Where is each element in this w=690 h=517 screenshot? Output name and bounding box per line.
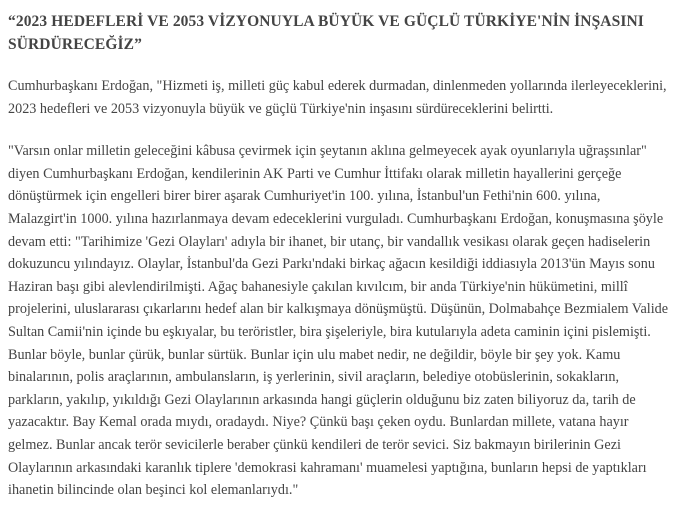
article-paragraph: Cumhurbaşkanı Erdoğan, "Hizmeti iş, milleti güç kabul ederek durmadan, dinlenmeden yollarında ilerleyeceklerini, 2023 hedefleri ve 2053 vizyonuyla büyük ve güçlü Türkiye'nin inşasını sürdüreceklerini belirtti. — [8, 78, 667, 117]
article — [8, 10, 672, 502]
article-headline: “2023 HEDEFLERİ VE 2053 VİZYONUYLA BÜYÜK VE GÜÇLÜ TÜRKİYE'NİN İNŞASINI SÜRDÜRECEĞİZ” — [8, 13, 644, 53]
article-paragraph: "Varsın onlar milletin geleceğini kâbusa çevirmek için şeytanın aklına gelmeyecek ayak oyunlarıyla uğraşsınlar" diyen Cumhurbaşkanı Erdoğan, kendilerinin AK Parti ve Cumhur İttifakı olarak milletin hayallerini gerçeğe dönüştürmek için engelleri birer birer aşarak Cumhuriyet'in 100. yılına, İstanbul'un Fethi'nin 600. yılına, Malazgirt'in 1000. yılına hazırlanmaya devam edeceklerini vurguladı. Cumhurbaşkanı Erdoğan, konuşmasına şöyle devam etti: "Tarihimize 'Gezi Olayları' adıyla bir ihanet, bir utanç, bir vandallık vesikası olarak geçen hadiselerin dokuzuncu yılındayız. Olaylar, İstanbul'da Gezi Parkı'ndaki birkaç ağacın kesildiği iddiasıyla 2013'ün Mayıs sonu Haziran başı gibi alevlendirilmişti. Ağaç bahanesiyle çakılan kıvılcım, bir anda Türkiye'nin hükümetini, millî projelerini, uluslararası çıkarlarını hedef alan bir kalkışmaya dönüşmüştü. Düşünün, Dolmabahçe Bezmialem Valide Sultan Camii'nin içinde bu eşkıyalar, bu teröristler, bira şişeleriyle, bira kutularıyla adeta caminin içini pislemişti. Bunlar böyle, bunlar çürük, bunlar sürtük. Bunlar için ulu mabet nedir, ne değildir, böyle bir şey yok. Kamu binalarının, polis araçlarının, ambulansların, iş yerlerinin, sivil araçların, belediye otobüslerinin, sokakların, parkların, yakılıp, yıkıldığı Gezi Olaylarının arkasında hangi güçlerin olduğunu biz zaten biliyoruz da, tarih de yazacaktır. Bay Kemal orada mıydı, oradaydı. Niye? Çünkü başı çeken oydu. Bunlardan millete, vatana hayır gelmez. Bunlar ancak terör sevicilerle beraber çünkü kendileri de terör sevici. Siz bakmayın birilerinin Gezi Olaylarının arkasındaki karanlık tiplere 'demokrasi kahramanı' muamelesi yaptığına, bunların hepsi de yaptıkları ihanetin bilincinde olan beşinci kol elemanlarıydı." — [8, 143, 669, 499]
